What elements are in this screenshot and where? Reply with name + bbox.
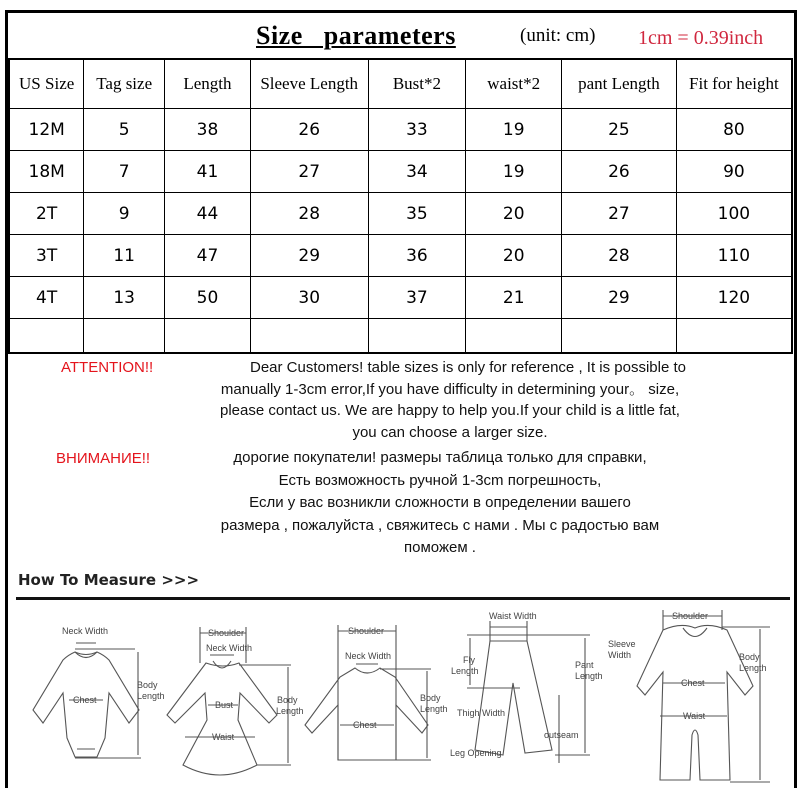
diagram-label: Length — [451, 666, 479, 676]
vnimanie-label: ВНИМАНИЕ!! — [56, 450, 151, 467]
table-cell: 44 — [165, 193, 251, 235]
table-cell: 11 — [84, 235, 165, 277]
table-cell: 47 — [165, 235, 251, 277]
diagram-label: Body — [420, 693, 441, 703]
table-cell: 28 — [562, 235, 677, 277]
size-table — [8, 58, 793, 354]
table-row — [9, 193, 792, 235]
table-cell-empty — [368, 319, 466, 354]
attention-line: Dear Customers! table sizes is only for reference , It is possible to — [249, 359, 686, 376]
diagram-label: Neck Width — [345, 651, 392, 661]
unit-label: (unit: cm) — [520, 25, 596, 46]
diagram-label: Waist Width — [489, 611, 537, 621]
diagram-label: Width — [608, 650, 632, 660]
table-cell: 80 — [676, 109, 792, 151]
diagram-label: Chest — [353, 720, 377, 730]
table-cell: 29 — [562, 277, 677, 319]
table-cell: 26 — [250, 109, 368, 151]
romper-diagram — [605, 600, 775, 790]
table-cell: 2T — [9, 193, 84, 235]
column-header: Tag size — [84, 59, 165, 109]
column-header: US Size — [9, 59, 84, 109]
diagram-label: Neck Width — [206, 643, 253, 653]
diagram-label: Fly — [463, 655, 475, 665]
diagram-label: Leg Opening — [450, 748, 502, 758]
table-cell-empty — [84, 319, 165, 354]
table-cell-empty — [562, 319, 677, 354]
table-row — [9, 109, 792, 151]
table-cell: 41 — [165, 151, 251, 193]
table-header-row — [9, 59, 792, 109]
shirt-diagram — [300, 605, 450, 785]
column-header: Length — [165, 59, 251, 109]
table-cell: 19 — [466, 109, 562, 151]
vnimanie-line: Есть возможность ручной 1-3cm погрешность, — [278, 471, 602, 489]
table-cell: 34 — [368, 151, 466, 193]
diagram-label: Sleeve — [608, 639, 636, 649]
table-cell: 90 — [676, 151, 792, 193]
vnimanie-line: поможем . — [404, 539, 476, 556]
table-cell: 37 — [368, 277, 466, 319]
diagram-label: Pant — [575, 660, 594, 670]
diagram-label: Neck Width — [62, 626, 109, 636]
diagram-label: outseam — [544, 730, 579, 740]
conversion-label: 1cm = 0.39inch — [638, 27, 764, 49]
table-cell: 27 — [562, 193, 677, 235]
diagram-label: Shoulder — [348, 626, 385, 636]
diagram-label: Waist — [683, 711, 706, 721]
table-cell: 100 — [676, 193, 792, 235]
dress-diagram — [163, 605, 308, 785]
diagram-label: Body — [137, 680, 158, 690]
table-cell: 28 — [250, 193, 368, 235]
diagram-label: Body — [739, 652, 760, 662]
table-cell: 3T — [9, 235, 84, 277]
table-cell: 110 — [676, 235, 792, 277]
table-cell: 18M — [9, 151, 84, 193]
how-to-measure-heading: How To Measure >>> — [18, 571, 200, 589]
table-cell: 33 — [368, 109, 466, 151]
column-header: Sleeve Length — [250, 59, 368, 109]
table-row — [9, 235, 792, 277]
pants-diagram — [450, 605, 605, 785]
bodysuit-diagram — [25, 605, 165, 785]
column-header: waist*2 — [466, 59, 562, 109]
table-row-empty — [9, 319, 792, 354]
diagram-label: Length — [276, 706, 304, 716]
diagram-label: Bust — [215, 700, 234, 710]
table-cell: 4T — [9, 277, 84, 319]
diagram-label: Chest — [73, 695, 97, 705]
diagram-label: Body — [277, 695, 298, 705]
diagram-label: Length — [575, 671, 603, 681]
column-header: pant Length — [562, 59, 677, 109]
table-cell: 38 — [165, 109, 251, 151]
vnimanie-text — [160, 447, 720, 560]
table-cell: 12M — [9, 109, 84, 151]
table-row — [9, 151, 792, 193]
table-cell: 25 — [562, 109, 677, 151]
vnimanie-line: дорогие покупатели! размеры таблица только для справки, — [233, 449, 647, 466]
table-cell: 5 — [84, 109, 165, 151]
diagram-label: Length — [739, 663, 767, 673]
attention-line: you can choose a larger size. — [352, 423, 548, 441]
table-cell-empty — [250, 319, 368, 354]
table-cell: 21 — [466, 277, 562, 319]
diagram-label: Shoulder — [208, 628, 245, 638]
table-cell-empty — [466, 319, 562, 354]
table-cell-empty — [165, 319, 251, 354]
diagram-label: Length — [137, 691, 165, 701]
table-cell: 50 — [165, 277, 251, 319]
diagram-label: Thigh Width — [457, 708, 506, 718]
table-cell: 20 — [466, 193, 562, 235]
table-cell: 36 — [368, 235, 466, 277]
diagram-label: Length — [420, 704, 448, 714]
table-cell: 19 — [466, 151, 562, 193]
table-cell-empty — [9, 319, 84, 354]
table-cell-empty — [676, 319, 792, 354]
attention-text — [160, 357, 740, 443]
table-cell: 26 — [562, 151, 677, 193]
table-cell: 27 — [250, 151, 368, 193]
attention-label: ATTENTION!! — [61, 359, 154, 376]
table-cell: 120 — [676, 277, 792, 319]
title-row — [8, 13, 792, 55]
diagram-label: Shoulder — [672, 611, 709, 621]
table-row — [9, 277, 792, 319]
table-cell: 13 — [84, 277, 165, 319]
page-title: Size parameters — [256, 21, 456, 50]
table-cell: 20 — [466, 235, 562, 277]
diagram-label: Waist — [212, 732, 235, 742]
column-header: Fit for height — [676, 59, 792, 109]
table-cell: 9 — [84, 193, 165, 235]
table-cell: 29 — [250, 235, 368, 277]
column-header: Bust*2 — [368, 59, 466, 109]
table-cell: 35 — [368, 193, 466, 235]
diagram-label: Chest — [681, 678, 705, 688]
vnimanie-line: размера , пожалуйста , свяжитесь с нами . Мы с радостью вам — [220, 516, 660, 534]
vnimanie-line: Если у вас возникли сложности в определении вашего — [249, 494, 631, 511]
table-cell: 30 — [250, 277, 368, 319]
table-cell: 7 — [84, 151, 165, 193]
attention-line: please contact us. We are happy to help you.If your child is a little fat, — [220, 402, 680, 419]
attention-line: manually 1-3cm error,If you have difficulty in determining your。 size, — [220, 380, 680, 398]
